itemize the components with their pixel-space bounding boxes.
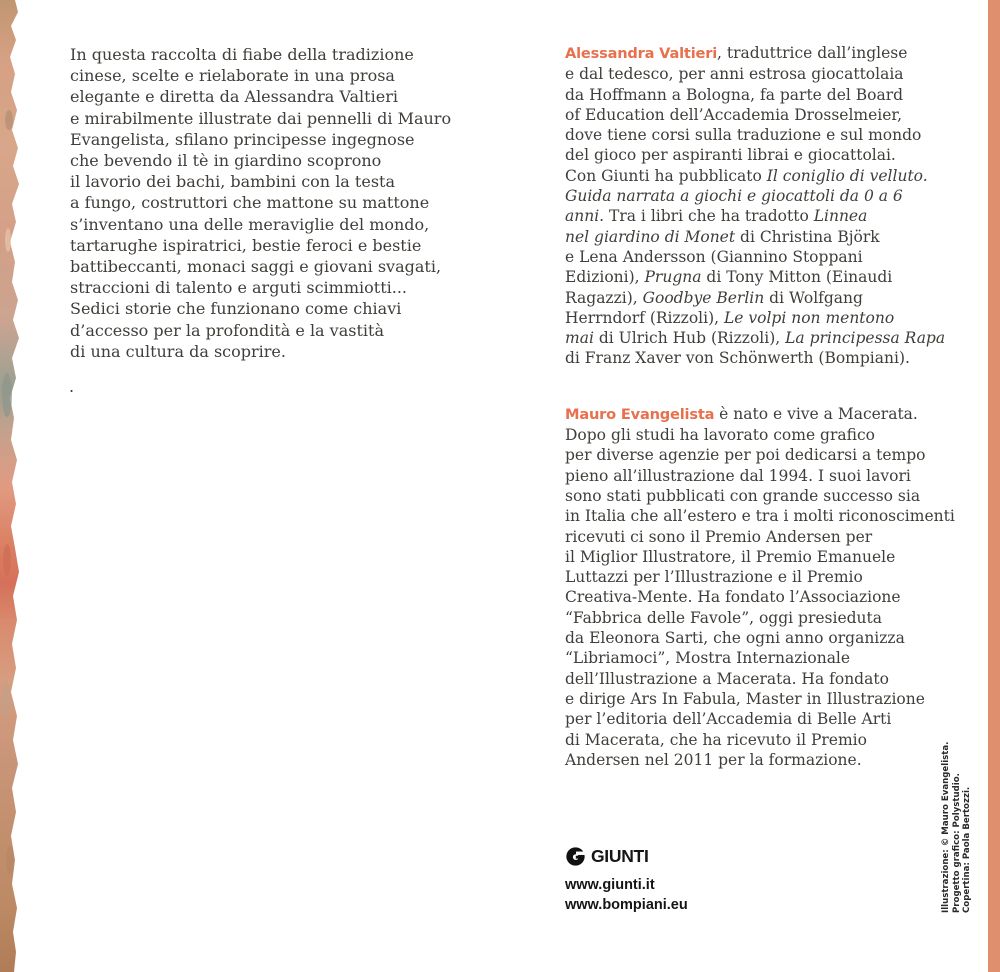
stray-period: .: [69, 377, 75, 396]
torn-paper-texture: [0, 0, 26, 972]
publisher-urls: [565, 876, 688, 915]
giunti-logo: [565, 845, 688, 867]
synopsis-text: In questa raccolta di fiabe della tradizione cinese, scelte e rielaborate in una prosa elegante e diretta da Alessandra Valtieri e mirabilmente illustrate dai pennelli di Mauro Evangelista, sfilano principesse ingegnose che bevendo il tè in giardino scoprono il lavorio dei bachi, bambini con la testa a fungo, costruttori che mattone su mattone s’inventano una delle meraviglie del mondo, tartarughe ispiratrici, bestie feroci e bestie battibeccanti, monaci saggi e giovani svagati, straccioni di talento e arguti scimmiotti... Sedici storie che funzionano come chiavi d’accesso per la profondità e la vastità di una cultura da scoprire.: [70, 45, 452, 361]
author-bio-valtieri: Alessandra Valtieri, traduttrice dall’inglese e dal tedesco, per anni estrosa giocattolaia da Hoffmann a Bologna, fa parte del Board of Education dell’Accademia Drosselmeier, dove tiene corsi sulla traduzione e sul mondo del gioco per aspiranti librai e giocattolai. Con Giunti ha pubblicato Il coniglio di velluto. Guida narrata a giochi e giocattoli da 0 a 6 anni. Tra i libri che ha tradotto Linnea nel giardino di Monet di Christina Björk e Lena Andersson (Giannino Stoppani Edizioni), Prugna di Tony Mitton (Einaudi Ragazzi), Goodbye Berlin di Wolfgang Herrndorf (Rizzoli), Le volpi non mentono mai di Ulrich Hub (Rizzoli), La principessa Rapa di Franz Xaver von Schönwerth (Bompiani).: [565, 44, 946, 368]
author-bio-evangelista: Mauro Evangelista è nato e vive a Macerata. Dopo gli studi ha lavorato come grafico per diverse agenzie per poi dedicarsi a tempo pieno all’illustrazione dal 1994. I suoi lavori sono stati pubblicati con grande successo sia in Italia che all’estero e tra i molti riconoscimenti ricevuti ci sono il Premio Andersen per il Miglior Illustratore, il Premio Emanuele Luttazzi per l’Illustrazione e il Premio Creativa-Mente. Ha fondato l’Associazione “Fabbrica delle Favole”, oggi presieduta da Eleonora Sarti, che ogni anno organizza “Libriamoci”, Mostra Internazionale dell’Illustrazione a Macerata. Ha fondato e dirige Ars In Fabula, Master in Illustrazione per l’editoria dell’Accademia di Belle Arti di Macerata, che ha ricevuto il Premio Andersen nel 2011 per la formazione.: [565, 404, 955, 769]
spine-accent-bar: [988, 0, 1000, 972]
url-bompiani: www.bompiani.eu: [565, 896, 688, 913]
publisher-block: [565, 845, 688, 915]
giunti-logo-icon: [565, 846, 586, 867]
author-bios: [565, 43, 985, 770]
url-giunti: www.giunti.it: [565, 877, 655, 893]
print-credits: Illustrazione: © Mauro Evangelista. Progetto grafico: Polystudio. Copertina: Paola Bertozzi.: [941, 741, 973, 913]
giunti-logo-text: GIUNTI: [591, 845, 649, 866]
